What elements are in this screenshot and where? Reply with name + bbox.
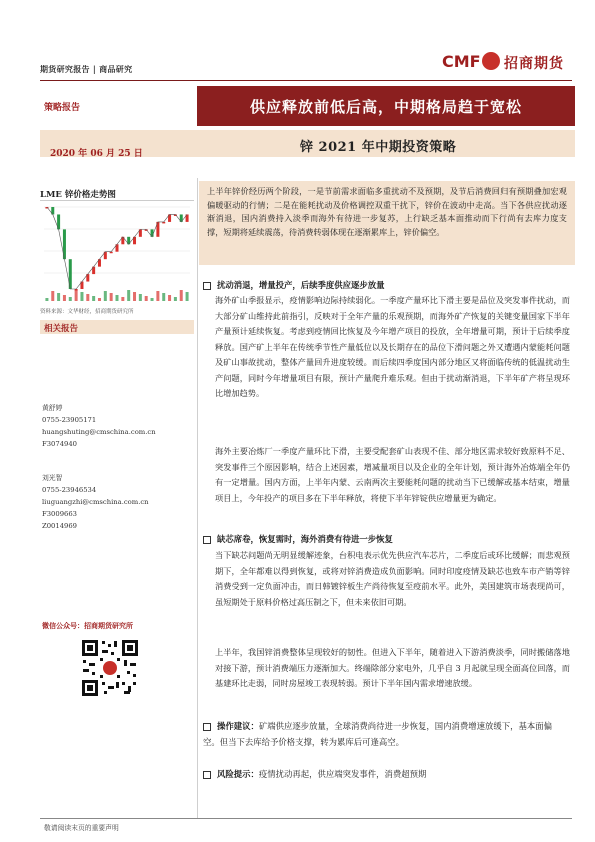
report-date: 2020 年 06 月 25 日: [50, 149, 143, 159]
logo-circle-icon: [482, 52, 500, 70]
chart-title: LME 锌价格走势图: [40, 190, 116, 200]
analyst-1-id: F3074940: [42, 440, 77, 448]
section-1-paragraph-1: 海外矿山季报显示，疫情影响边际持续弱化。一季度产量环比下滑主要是品位及突发事件扰动，而大部分矿山维持此前指引，反映对于全年产量的乐观预期，而海外矿产恢复的关键变量国家下半年产量预计延续恢复。考虑到疫情回比恢复及今年增产项目的投放，全年增量可期，预计于后续季度释放。国产矿上半年在传统季节性产量低位以及长期存在的品位下滑问题之外又遭遇内蒙能耗问题及矿山事故扰动，整体产量回升进度较缓。而后续四季度国内部分地区又将面临传统的低温扰动生产问题，同时今年增量项目有限，预计产量爬升难乐观。但由于扰动渐消退，下半年矿产将呈现环比增加趋势。: [215, 295, 570, 398]
chart-volume-bar: [86, 294, 89, 301]
chart-volume-bar: [69, 297, 72, 301]
chart-volume-bar: [45, 298, 48, 301]
chart-volume-bar: [51, 291, 54, 301]
analyst-2-phone: 0755-23946534: [42, 486, 97, 494]
chart-volume-bar: [75, 290, 78, 301]
analyst-2-email[interactable]: liuguangzhi@cmschina.com.cn: [42, 498, 149, 506]
section-1-paragraph-2: 海外主要冶炼厂一季度产量环比下滑，主要受配套矿山表现不佳、部分地区需求较好致原料不足、突发事件三个原因影响，结合上述因素，增减量项目以及企业的全年计划，预计海外冶炼端全年仍有一定增量。国内方面，上半年内蒙、云南两次主要能耗问题的扰动当下已缓解或基本结束，增量项目上，今年投产的项目多在下半年释放，将使下半年锌锭供应增量更为确定。: [215, 446, 570, 503]
qr-code-icon: [80, 638, 140, 698]
analyst-2-id-2: Z0014969: [42, 522, 77, 530]
chart-volume-bar: [121, 297, 124, 301]
chart-volume-bar: [133, 292, 136, 301]
section-2-heading-text: 缺芯席卷，恢复需时，海外消费有待进一步恢复: [217, 534, 393, 544]
chart-volume-bar: [156, 291, 159, 301]
chart-svg: [40, 201, 194, 305]
logo-company-name: 招商期货: [504, 56, 564, 72]
report-type-label: 策略报告: [44, 103, 81, 113]
wechat-label: 微信公众号：招商期货研究所: [42, 621, 133, 630]
chart-volume-bar: [127, 290, 130, 301]
analyst-1: [42, 402, 156, 450]
analyst-1-email[interactable]: huangshuting@cmschina.com.cn: [42, 428, 156, 436]
zinc-price-chart: [40, 200, 194, 305]
chart-volume-bar: [168, 295, 171, 301]
column-divider: [197, 178, 198, 818]
chart-volume-bar: [116, 295, 119, 301]
chart-source: 资料来源：文华财经，招商期货研究所: [40, 309, 134, 315]
chart-volume-bar: [57, 293, 60, 301]
report-subtitle: 锌 2021 年中期投资策略: [300, 140, 457, 155]
analyst-2-id-1: F3009663: [42, 510, 77, 518]
risk-text: 疫情扰动再起，供应端突发事件，消费超预期: [258, 769, 427, 779]
section-1-heading: [203, 279, 385, 291]
chart-volume-bar: [63, 295, 66, 301]
logo-cmf-text: CMF: [442, 52, 481, 71]
risk-block: [203, 768, 568, 780]
chart-volume-bar: [104, 291, 107, 301]
chart-volume-bar: [139, 294, 142, 301]
chart-volume-bar: [151, 298, 154, 301]
chart-volume-bar: [145, 296, 148, 301]
summary-text: 上半年锌价经历两个阶段，一是节前需求面临多重扰动不及预期，及节后消费回归有预期叠加宏观偏暖驱动的行情；二是在能耗扰动及价格调控双重干扰下，锌价在波动中走高。当下各供应扰动逐渐消退，国内消费持入淡季而海外有待进一步复苏，上行缺乏基本面推动而下行尚有去库力度支撑，短期将延续震荡，待消费转弱体现在逐渐累库上，锌价偏空。: [207, 186, 567, 237]
report-title: 供应释放前低后高，中期格局趋于宽松: [249, 98, 522, 116]
header-divider: [40, 80, 572, 81]
chart-volume-bar: [162, 293, 165, 301]
checkbox-bullet-icon: [203, 282, 211, 290]
chart-volume-bar: [80, 292, 83, 301]
chart-volume-bar: [110, 293, 113, 301]
chart-volume-bar: [98, 298, 101, 301]
analyst-2: [42, 472, 149, 532]
title-band: [197, 86, 575, 126]
section-2-paragraph-1: 当下缺芯问题尚无明显缓解迹象，台积电表示优先供应汽车芯片，二季度后或环比缓解；而悲观预期下，全年都难以得到恢复，或将对锌消费造成负面影响。同时印度疫情及缺芯也致车市产销等锌消费受到一定负面冲击，而日韩镀锌板生产尚待恢复至疫前水平。此外，美国建筑市场表现尚可，虽短期处于原料价格过高压制之下，但未来依旧可期。: [215, 550, 570, 607]
checkbox-bullet-icon: [203, 723, 211, 731]
wechat-qr-code: [80, 638, 140, 698]
section-2-heading: [203, 533, 393, 545]
chart-volume-bar: [92, 296, 95, 301]
analyst-1-phone: 0755-23905171: [42, 416, 97, 424]
chart-volume-bar: [180, 290, 183, 301]
summary-box: [199, 181, 575, 265]
checkbox-bullet-icon: [203, 771, 211, 779]
footer-divider: [40, 818, 572, 819]
report-category: 期货研究报告 | 商品研究: [40, 64, 133, 74]
section-1-heading-text: 扰动消退，增量投产，后续季度供应逐步放量: [217, 280, 385, 290]
chart-volume-bar: [174, 297, 177, 301]
analyst-1-name: 黄舒婷: [42, 404, 63, 412]
related-reports-band: [40, 320, 194, 334]
related-reports-label: 相关报告: [44, 324, 79, 334]
analyst-2-name: 刘光智: [42, 474, 63, 482]
strategy-block: [203, 719, 568, 750]
chart-volume-bar: [186, 292, 189, 301]
checkbox-bullet-icon: [203, 536, 211, 544]
risk-label: 风险提示：: [217, 769, 259, 779]
section-2-paragraph-2: 上半年，我国锌消费整体呈现较好的韧性。但进入下半年，随着进入下游消费淡季，同时搬储落地对接下游，预计消费端压力逐渐加大。终端除部分家电外，几乎自 3 月起就呈现全面高位回落，而基建环比走弱，同时房屋竣工表现转弱。预计下半年国内需求增速放缓。: [215, 647, 570, 688]
company-logo: [442, 50, 572, 74]
footer-disclaimer: 敬请阅读末页的重要声明: [44, 824, 119, 832]
strategy-label: 操作建议：: [217, 721, 259, 731]
strategy-text: 矿端供应逐步放量，全球消费尚待进一步恢复，国内消费增速放缓下，基本面偏空。但当下去库给予价格支撑，转为累库后可逢高空。: [203, 721, 552, 747]
